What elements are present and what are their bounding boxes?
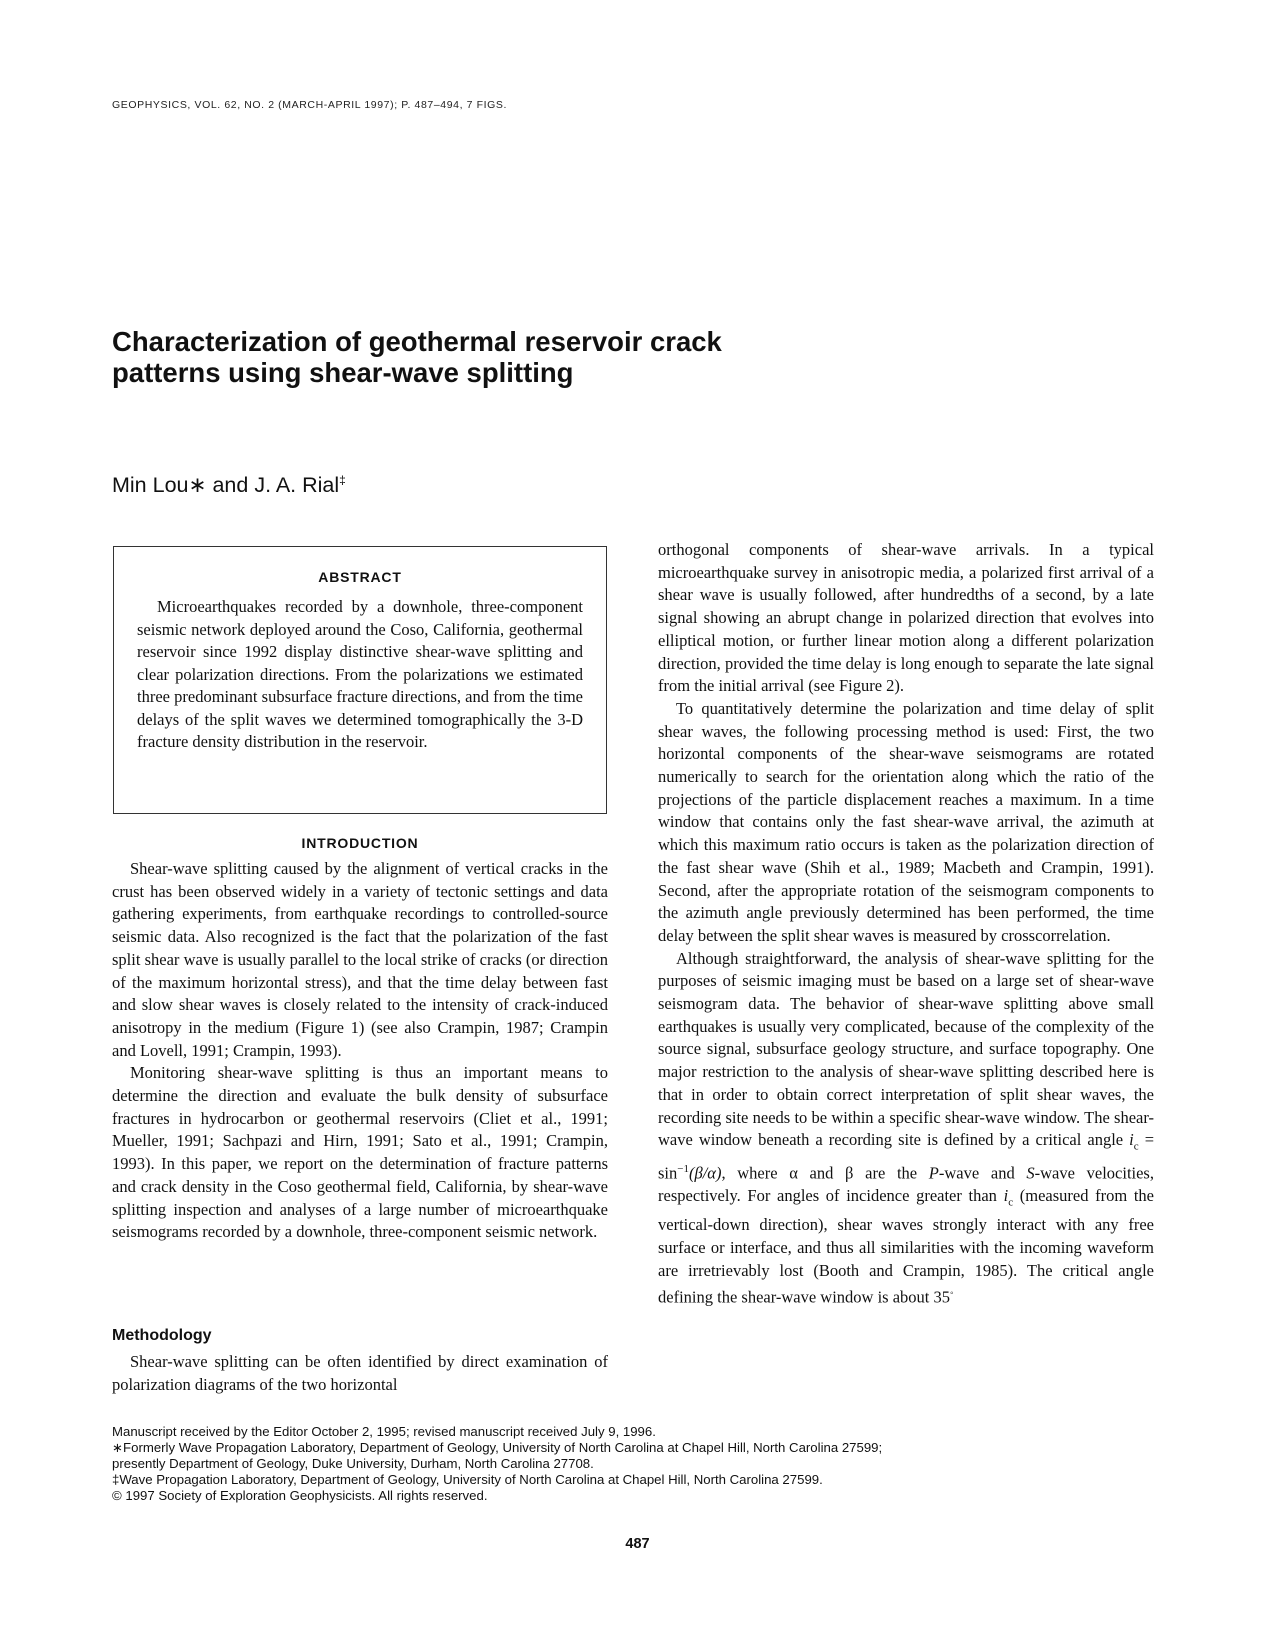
ic-symbol: i [1003, 1186, 1009, 1206]
author-line [112, 473, 346, 498]
degree-symbol: ◦ [950, 1287, 954, 1299]
eq-ic: i [1129, 1130, 1134, 1150]
introduction-text [112, 858, 608, 1244]
methodology-text [112, 1351, 608, 1396]
journal-header: GEOPHYSICS, VOL. 62, NO. 2 (MARCH-APRIL 1997); P. 487–494, 7 FIGS. [112, 99, 507, 111]
intro-paragraph-2: Monitoring shear-wave splitting is thus an important means to determine the direction and evaluate the bulk density of subsurface fractures in hydrocarbon or geothermal reservoirs (Cliet et al., 1991; Mueller, 1991; Sachpazi and Hirn, 1991; Sato et al., 1991; Crampin, 1993). In this paper, we report on the determination of fracture patterns and crack density in the Coso geothermal field, California, by shear-wave splitting inspection and analyses of a large number of microearthquake seismograms recorded by a downhole, three-component seismic network. [112, 1063, 608, 1242]
right-column-text [658, 539, 1154, 1309]
p3-text-d: -wave velocities, respectively. For angles of incidence greater than [658, 1163, 1154, 1206]
introduction-heading: INTRODUCTION [301, 835, 419, 851]
footnote-copyright: © 1997 Society of Exploration Geophysicists. All rights reserved. [112, 1488, 488, 1503]
footnote-received: Manuscript received by the Editor October 2, 1995; revised manuscript received July 9, 1996. [112, 1424, 656, 1439]
eq-sup: −1 [677, 1163, 689, 1176]
footnote-author-1-cont: presently Department of Geology, Duke University, Durham, North Carolina 27708. [112, 1456, 594, 1471]
p3-text-c: -wave and [938, 1163, 1027, 1183]
footnote-author-2: ‡Wave Propagation Laboratory, Department of Geology, University of North Carolina at Chapel Hill, North Carolina 27599. [112, 1472, 823, 1487]
eq-arg: (β/α) [688, 1163, 722, 1183]
p3-text-a: Although straightforward, the analysis of shear-wave splitting for the purposes of seismic imaging must be based on a large set of shear-wave seismogram data. The behavior of shear-wave splitting above small earthquakes is usually very complicated, because of the complexity of the source signal, subsurface geology structure, and surface topography. One major restriction to the analysis of shear-wave splitting described here is that in order to obtain correct interpretation of split shear waves, the recording site needs to be within a specific shear-wave window. The shear-wave window beneath a recording site is defined by a critical angle [658, 948, 1154, 1150]
methodology-heading: Methodology [112, 1327, 212, 1344]
footnotes [112, 1424, 1162, 1504]
right-paragraph-2: To quantitatively determine the polarization and time delay of split shear waves, the following processing method is used: First, the two horizontal components of the shear-wave seismograms are rotated numerically to search for the orientation along which the ratio of the projections of the particle displacement reaches a maximum. In a time window that contains only the fast shear-wave arrival, the azimuth at which this maximum ratio occurs is taken as the polarization direction of the fast shear wave (Shih et al., 1989; Macbeth and Crampin, 1991). Second, after the appropriate rotation of the seismogram components to the azimuth angle previously determined has been performed, the time delay between the split shear waves is measured by crosscorrelation. [658, 698, 1154, 945]
p3-text-e: (measured from the vertical-down direction), shear waves strongly interact with any free surface or interface, and thus all similarities with the incoming waveform are irretrievably lost (Booth and Crampin, 1985). The critical angle defining the shear-wave window is about 35 [658, 1186, 1154, 1307]
page-number: 487 [625, 1536, 650, 1552]
footnote-author-1: ∗Formerly Wave Propagation Laboratory, Department of Geology, University of North Carolina at Chapel Hill, North Carolina 27599; [112, 1440, 883, 1455]
p-wave-symbol: P [928, 1163, 939, 1183]
eq-rhs: = sin [658, 1130, 1154, 1183]
author-names: Min Lou∗ and J. A. Rial [112, 473, 340, 498]
methodology-paragraph: Shear-wave splitting can be often identified by direct examination of polarization diagrams of the two horizontal [112, 1352, 608, 1394]
abstract-body: Microearthquakes recorded by a downhole, three-component seismic network deployed around the Coso, California, geothermal reservoir since 1992 display distinctive shear-wave splitting and clear polarization directions. From the polarizations we estimated three predominant subsurface fracture directions, and from the time delays of the split waves we determined tomographically the 3-D fracture density distribution in the reservoir. [137, 597, 583, 751]
intro-paragraph-1: Shear-wave splitting caused by the alignment of vertical cracks in the crust has been observed widely in a variety of tectonic settings and data gathering experiments, from earthquake recordings to controlled-source seismic data. Also recognized is the fact that the polarization of the fast split shear wave is usually parallel to the local strike of cracks (or direction of the maximum horizontal stress), and that the time delay between fast and slow shear waves is closely related to the intensity of crack-induced anisotropy in the medium (Figure 1) (see also Crampin, 1987; Crampin and Lovell, 1991; Crampin, 1993). [112, 859, 608, 1060]
abstract-heading: ABSTRACT [318, 569, 402, 585]
s-wave-symbol: S [1026, 1163, 1035, 1183]
right-paragraph-3 [658, 948, 1154, 1309]
p3-text-b: , where α and β are the [721, 1163, 929, 1183]
paper-title: Characterization of geothermal reservoir crack patterns using shear-wave splitting [112, 326, 722, 388]
right-paragraph-continued: orthogonal components of shear-wave arrivals. In a typical microearthquake survey in anisotropic media, a polarized first arrival of a shear wave is usually followed, after hundredths of a second, by a late signal showing an abrupt change in polarized direction that evolves into elliptical motion, or further linear motion along a different polarization direction, provided the time delay is long enough to separate the late signal from the initial arrival (see Figure 2). [658, 540, 1154, 696]
eq-ic-sub: c [1133, 1140, 1139, 1153]
ic-symbol-sub: c [1008, 1196, 1014, 1209]
author-footnote-mark: ‡ [339, 473, 346, 487]
abstract-box [113, 546, 607, 814]
